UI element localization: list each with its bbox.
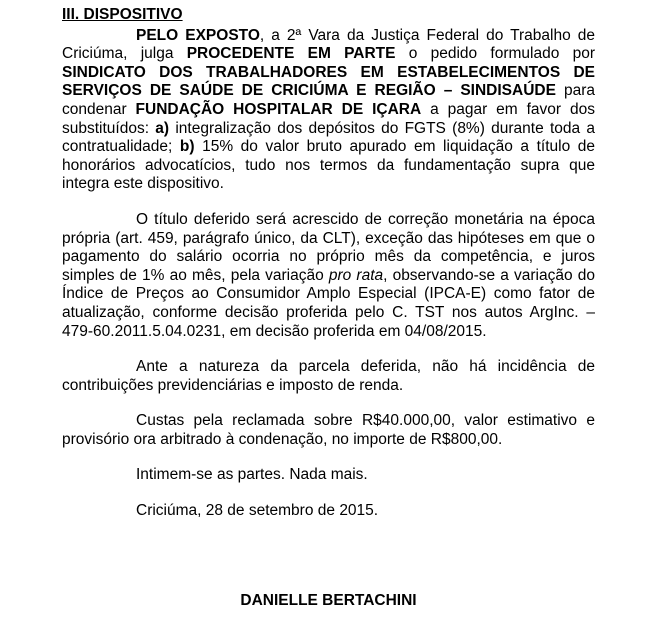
text-run: , a 2ª Vara da Justiça Federal do Trabalho de Criciúma, julga (62, 26, 595, 63)
bold-text-run: SINDICATO DOS TRABALHADORES EM ESTABELECIMENTOS DE SERVIÇOS DE SAÚDE DE CRICIÚMA E REGIÃO – SINDISAÚDE (62, 63, 595, 100)
text-run: Custas pela reclamada sobre R$40.000,00, valor estimativo e provisório ora arbitrado à condenação, no importe de R$800,00. (62, 412, 595, 448)
bold-text-run: b) (179, 138, 195, 156)
text-run: a pagar em favor dos substituídos: (62, 100, 595, 137)
paragraph (62, 412, 595, 449)
text-run: o pedido formulado por (395, 45, 595, 63)
paragraph (62, 358, 595, 395)
italic-text-run: pro rata (328, 266, 384, 284)
text-run: Ante a natureza da parcela deferida, não há incidência de contribuições previdenciárias e imposto de renda. (62, 358, 595, 394)
bold-text-run: FUNDAÇÃO HOSPITALAR DE IÇARA (135, 100, 422, 118)
text-run: , observando-se a variação do Índice de Preços ao Consumidor Amplo Especial (IPCA-E) como fator de atualização, conforme decisão proferida pelo C. TST nos autos ArgInc. – 479-60.2011.5.04.0231, em decisão proferida em 04/08/2015. (62, 266, 595, 340)
paragraph (62, 27, 595, 194)
paragraph (62, 466, 595, 485)
text-run: para condenar (62, 82, 595, 118)
text-run: Criciúma, 28 de setembro de 2015. (136, 502, 379, 520)
paragraph (62, 502, 595, 521)
bold-text-run: PELO EXPOSTO (136, 26, 260, 44)
paragraph (62, 211, 595, 341)
bold-text-run: PROCEDENTE EM PARTE (186, 45, 396, 63)
section-heading: III. DISPOSITIVO (62, 6, 183, 23)
document-body (62, 27, 595, 521)
text-run: Intimem-se as partes. Nada mais. (136, 466, 368, 484)
text-run: 15% do valor bruto apurado em liquidação a título de honorários advocatícios, tudo nos termos da fundamentação supra que integra este dispositivo. (62, 138, 596, 193)
signature-name: DANIELLE BERTACHINI (240, 591, 417, 609)
text-run: O título deferido será acrescido de correção monetária na época própria (art. 459, parágrafo único, da CLT), exceção das hipóteses em que o pagamento do salário ocorria no próprio mês da competência, e juros simples de 1% ao mês, pela variação (62, 210, 595, 284)
document-page (62, 6, 595, 610)
bold-text-run: a) (155, 119, 170, 137)
text-run: integralização dos depósitos do FGTS (8%) durante toda a contratualidade; (62, 119, 595, 156)
